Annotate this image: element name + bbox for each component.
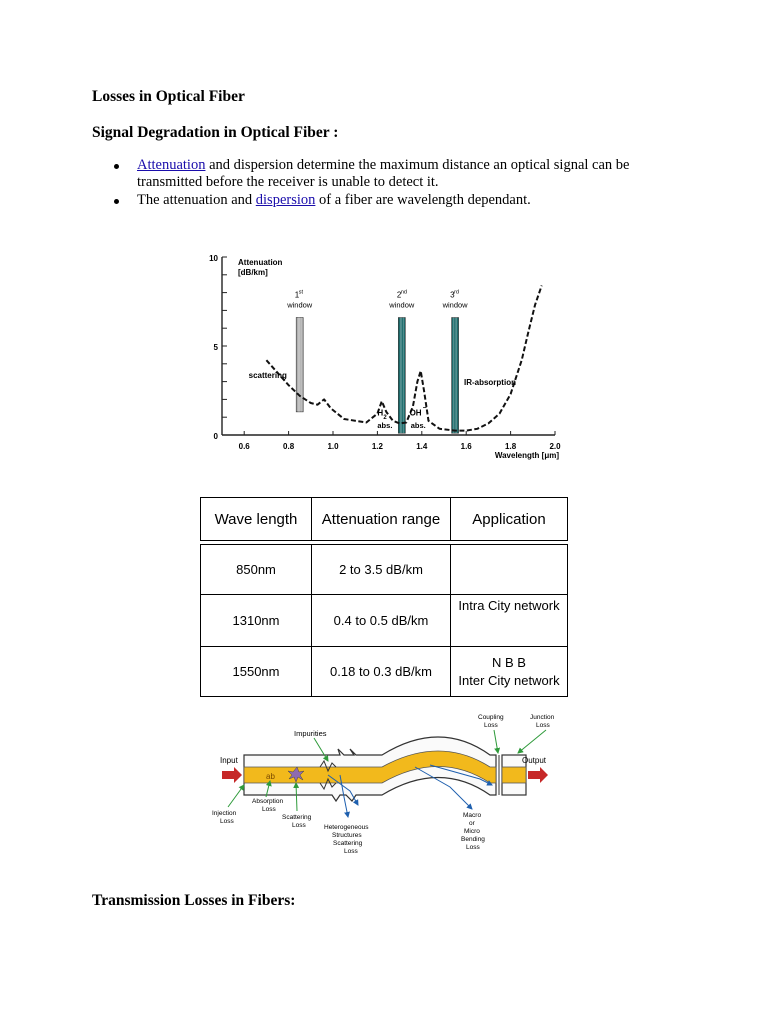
macro-label: Micro: [464, 828, 480, 835]
absorption-particle-icon: ab: [266, 772, 275, 781]
table-cell-wavelength: 1550nm: [201, 647, 312, 697]
junction-label: Junction: [530, 714, 555, 721]
h2-annotation: H: [377, 408, 384, 418]
h2-annotation-sub: 2: [383, 414, 387, 421]
table-cell-wavelength: 850nm: [201, 545, 312, 595]
coupling-label: Coupling: [478, 714, 504, 721]
hetero-label: Scattering: [333, 840, 363, 847]
macro-label: or: [469, 820, 475, 827]
table-cell-application: [451, 595, 568, 647]
table-cell-range: 0.18 to 0.3 dB/km: [312, 647, 451, 697]
oh-annotation: OH: [409, 408, 422, 418]
macro-label: Bending: [461, 836, 485, 843]
injection-label: Injection: [212, 810, 237, 817]
scattering-label: Loss: [292, 822, 306, 829]
fiber-loss-diagram: [200, 705, 570, 860]
h2-abs-annotation: abs.: [377, 420, 393, 430]
table-row: [201, 545, 568, 595]
attenuation-link[interactable]: Attenuation: [137, 157, 206, 173]
input-arrow-icon: [222, 767, 242, 783]
window-label-number: 1: [294, 290, 300, 300]
ir-absorption-annotation: IR-absorption: [463, 378, 516, 388]
window-label: window: [389, 300, 415, 310]
table-header: Attenuation range: [312, 498, 451, 541]
output-label: Output: [522, 756, 547, 765]
x-tick-label: 2.0: [549, 442, 561, 451]
table-header: Wave length: [201, 498, 312, 541]
bullet-item-attenuation: [92, 157, 692, 191]
hetero-label: Heterogeneous: [324, 824, 369, 831]
coupling-label: Loss: [484, 722, 498, 729]
table-header: Application: [451, 498, 568, 541]
x-tick-label: 1.2: [371, 442, 383, 451]
app-line: N B B: [492, 654, 526, 670]
oh-abs-annotation: abs.: [410, 420, 426, 430]
table-cell-application: [451, 647, 568, 697]
attenuation-chart: [200, 245, 570, 465]
pointer-line: [494, 730, 498, 753]
y-tick-label: 0: [213, 432, 218, 441]
impurities-label: Impurities: [294, 729, 327, 738]
table-cell-range: 0.4 to 0.5 dB/km: [312, 595, 451, 647]
table-row: [201, 595, 568, 647]
y-axis-label: Attenuation: [238, 258, 283, 267]
x-tick-label: 1.4: [416, 442, 428, 451]
x-tick-label: 1.6: [460, 442, 472, 451]
bullet-text: and dispersion determine the maximum distance an optical signal can be transmitted before the receiver is unable to detect it.: [137, 157, 630, 190]
output-arrow-icon: [528, 767, 548, 783]
app-line: Intra City network: [458, 598, 560, 613]
absorption-label: Absorption: [252, 798, 284, 805]
x-tick-label: 0.6: [238, 442, 250, 451]
hetero-label: Loss: [344, 848, 358, 855]
macro-label: Loss: [466, 844, 480, 851]
bullet-list: [92, 157, 692, 210]
window-label-number: 3: [450, 290, 455, 300]
macro-label: Macro: [463, 812, 482, 819]
table-cell-wavelength: 1310nm: [201, 595, 312, 647]
heading-losses-in-optical-fiber: Losses in Optical Fiber: [92, 88, 245, 105]
fiber-segment-2-core: [502, 767, 526, 783]
x-tick-label: 0.8: [283, 442, 295, 451]
oh-annotation-sup: −: [422, 405, 427, 413]
bullet-item-dispersion: [92, 192, 692, 209]
y-tick-label: 5: [213, 343, 218, 352]
bullet-dot: [114, 164, 119, 169]
window-label: window: [442, 300, 468, 310]
y-tick-label: 10: [209, 254, 218, 263]
x-tick-label: 1.8: [505, 442, 517, 451]
bullet-text: The attenuation and: [137, 192, 256, 208]
pointer-line: [228, 785, 244, 807]
x-axis-label: Wavelength [μm]: [494, 451, 559, 460]
table-header-row: [201, 498, 568, 541]
app-line: Inter City network: [458, 672, 560, 688]
bullet-text: of a fiber are wavelength dependant.: [315, 192, 531, 208]
pointer-line: [518, 730, 546, 753]
injection-label: Loss: [220, 818, 234, 825]
x-tick-label: 1.0: [327, 442, 339, 451]
heading-signal-degradation: Signal Degradation in Optical Fiber :: [92, 124, 339, 141]
scattering-label: Scattering: [282, 814, 312, 821]
table-row: [201, 647, 568, 697]
input-label: Input: [220, 756, 238, 765]
table-cell-application: [451, 545, 568, 595]
heading-transmission-losses: Transmission Losses in Fibers:: [92, 892, 296, 909]
absorption-label: Loss: [262, 806, 276, 813]
bullet-dot: [114, 199, 119, 204]
scattering-annotation: scattering: [248, 371, 287, 381]
window-label-number: 2: [396, 290, 402, 300]
window-label: window: [287, 300, 313, 310]
junction-label: Loss: [536, 722, 550, 729]
window-label-sup: st: [298, 289, 303, 296]
table-cell-range: 2 to 3.5 dB/km: [312, 545, 451, 595]
window-label-sup: rd: [454, 289, 459, 296]
hetero-label: Structures: [332, 832, 362, 839]
y-axis-label: [dB/km]: [238, 268, 268, 277]
window-label-sup: nd: [400, 289, 407, 296]
wavelength-table: [200, 497, 568, 697]
dispersion-link[interactable]: dispersion: [255, 192, 316, 208]
